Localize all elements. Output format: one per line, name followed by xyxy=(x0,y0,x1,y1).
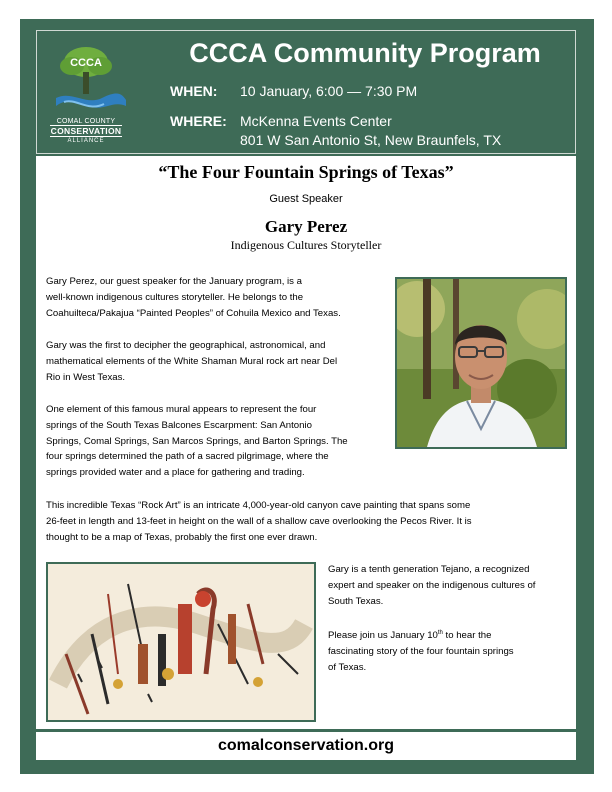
logo-badge: CCCA xyxy=(70,57,102,69)
discovery-paragraph: Gary was the first to decipher the geographical, astronomical, and mathematical elements of the White Shaman Mural rock art near Del Rio in West Texas. xyxy=(46,340,338,383)
logo-line-2: CONSERVATION xyxy=(50,126,122,136)
logo-line-3: ALLIANCE xyxy=(67,138,105,144)
speaker-role: Indigenous Cultures Storyteller xyxy=(230,238,382,252)
logo-line-1: COMAL COUNTY xyxy=(56,118,116,125)
guest-speaker-label: Guest Speaker xyxy=(269,193,343,205)
logo-divider xyxy=(50,136,122,137)
tejano-paragraph: Gary is a tenth generation Tejano, a recognized expert and speaker on the indigenous cultures of South Texas. xyxy=(328,564,536,607)
talk-title: “The Four Fountain Springs of Texas” xyxy=(158,162,454,182)
tree-river-icon xyxy=(42,42,130,120)
speaker-name: Gary Perez xyxy=(264,217,348,236)
website-link[interactable]: comalconservation.org xyxy=(217,737,395,754)
speaker-photo xyxy=(395,277,567,449)
where-label: WHERE: xyxy=(170,113,227,129)
where-venue: McKenna Events Center xyxy=(240,113,392,129)
white-shaman-mural-image xyxy=(46,562,316,722)
springs-paragraph: One element of this famous mural appears to represent the four springs of the South Texas Balcones Escarpment: San Antonio Springs, Comal Springs, San Marcos Springs, and Barton Springs. The four springs determined the path of a sacred pilgrimage, where the springs provided water and a place for gathering and trading. xyxy=(46,404,348,479)
program-title: CCCA Community Program xyxy=(189,38,541,68)
when-label: WHEN: xyxy=(170,83,218,99)
ccca-logo xyxy=(42,42,130,152)
invitation-paragraph: Please join us January 10th to hear the fascinating story of the four fountain springs of Texas. xyxy=(328,630,514,673)
where-address: 801 W San Antonio St, New Braunfels, TX xyxy=(240,132,502,148)
bio-paragraph: Gary Perez, our guest speaker for the January program, is a well-known indigenous cultures storyteller. He belongs to the Coahuilteca/Pakajua “Painted Peoples” of Cohuila Mexico and Texas. xyxy=(46,276,341,319)
rock-art-paragraph: This incredible Texas “Rock Art” is an intricate 4,000-year-old canyon cave painting that spans some 26-feet in length and 13-feet in height on the wall of a shallow cave overlooking the Pecos River. It is thought to be a map of Texas, probably the first one ever drawn. xyxy=(46,500,472,543)
when-value: 10 January, 6:00 — 7:30 PM xyxy=(240,83,418,99)
